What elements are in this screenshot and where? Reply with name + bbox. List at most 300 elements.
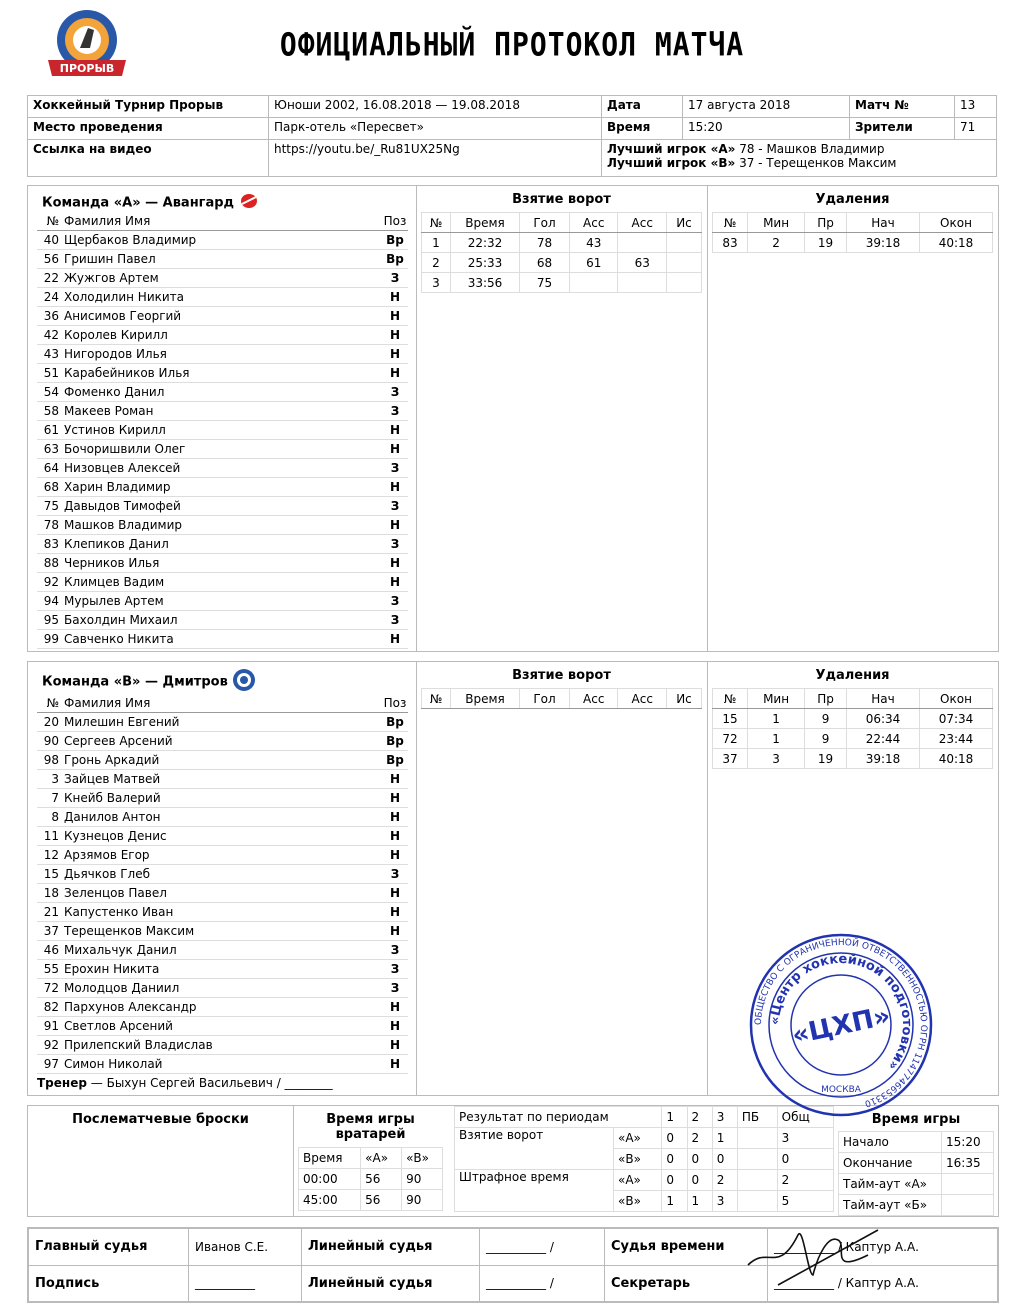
table-cell: 56 bbox=[361, 1169, 402, 1190]
match-value: 13 bbox=[955, 96, 997, 118]
table-cell: 19 bbox=[805, 233, 847, 253]
player-position: Вр bbox=[382, 751, 408, 770]
res-cell: 2 bbox=[712, 1170, 737, 1191]
player-name: Макеев Роман bbox=[64, 402, 382, 421]
player-position: Н bbox=[382, 554, 408, 573]
table-cell: 22:32 bbox=[451, 233, 520, 253]
res-cell: 1 bbox=[687, 1191, 712, 1212]
match-summary bbox=[27, 1105, 999, 1217]
player-row bbox=[37, 1036, 408, 1055]
table-cell: 22:44 bbox=[847, 729, 920, 749]
table-cell: 3 bbox=[748, 749, 805, 769]
coach-value: — Быхун Сергей Васильевич / ________ bbox=[90, 1076, 333, 1090]
time-label: Время bbox=[602, 118, 683, 140]
player-number: 3 bbox=[37, 770, 64, 789]
table-cell: 72 bbox=[713, 729, 748, 749]
video-label: Ссылка на видео bbox=[28, 140, 269, 177]
player-row bbox=[37, 611, 408, 630]
res-pen-label: Штрафное время bbox=[455, 1170, 614, 1212]
table-cell: 90 bbox=[402, 1190, 443, 1211]
player-number: 15 bbox=[37, 865, 64, 884]
player-name: Королев Кирилл bbox=[64, 326, 382, 345]
table-cell: 45:00 bbox=[299, 1190, 361, 1211]
player-position: З bbox=[382, 979, 408, 998]
player-name: Сергеев Арсений bbox=[64, 732, 382, 751]
player-row bbox=[37, 231, 408, 250]
res-title: Результат по периодам bbox=[455, 1107, 662, 1128]
table-cell bbox=[618, 273, 667, 293]
col-num: № bbox=[37, 212, 64, 231]
player-name: Симон Николай bbox=[64, 1055, 382, 1074]
player-number: 54 bbox=[37, 383, 64, 402]
table-cell: 00:00 bbox=[299, 1169, 361, 1190]
p-col-num: № bbox=[713, 213, 748, 233]
player-number: 75 bbox=[37, 497, 64, 516]
player-name: Фоменко Данил bbox=[64, 383, 382, 402]
res-cell: 1 bbox=[662, 1191, 687, 1212]
col-num: № bbox=[37, 694, 64, 713]
team-a-pen-title: Удаления bbox=[815, 192, 890, 207]
player-row bbox=[37, 789, 408, 808]
table-cell: 25:33 bbox=[451, 253, 520, 273]
player-position: Вр bbox=[382, 250, 408, 269]
p-col-min: Мин bbox=[748, 689, 805, 709]
player-row bbox=[37, 592, 408, 611]
player-name: Анисимов Георгий bbox=[64, 307, 382, 326]
player-number: 18 bbox=[37, 884, 64, 903]
g-col-goal: Гол bbox=[520, 213, 570, 233]
player-position: Н bbox=[382, 770, 408, 789]
player-row bbox=[37, 554, 408, 573]
end-value: 16:35 bbox=[942, 1153, 994, 1174]
player-row bbox=[37, 922, 408, 941]
g-col-ass1: Асс bbox=[569, 689, 618, 709]
player-number: 78 bbox=[37, 516, 64, 535]
player-number: 24 bbox=[37, 288, 64, 307]
player-number: 94 bbox=[37, 592, 64, 611]
table-cell: 07:34 bbox=[920, 709, 993, 729]
coach-label: Тренер bbox=[37, 1076, 87, 1090]
line1-label: Линейный судья bbox=[302, 1229, 480, 1266]
venue-value: Парк-отель «Пересвет» bbox=[269, 118, 602, 140]
player-number: 72 bbox=[37, 979, 64, 998]
player-position: Н bbox=[382, 516, 408, 535]
table-cell: 1 bbox=[748, 709, 805, 729]
player-number: 40 bbox=[37, 231, 64, 250]
player-row bbox=[37, 516, 408, 535]
timeout-a-label: Тайм-аут «А» bbox=[839, 1174, 942, 1195]
line1-value: __________ / bbox=[480, 1229, 605, 1266]
time-value: 15:20 bbox=[683, 118, 850, 140]
player-name: Карабейников Илья bbox=[64, 364, 382, 383]
player-name: Ерохин Никита bbox=[64, 960, 382, 979]
video-link[interactable]: https://youtu.be/_Ru81UX25Ng bbox=[269, 140, 602, 177]
player-name: Зеленцов Павел bbox=[64, 884, 382, 903]
player-number: 91 bbox=[37, 1017, 64, 1036]
player-name: Капустенко Иван bbox=[64, 903, 382, 922]
player-name: Мурылев Артем bbox=[64, 592, 382, 611]
res-cell: 0 bbox=[662, 1149, 687, 1170]
player-number: 21 bbox=[37, 903, 64, 922]
stamp-seal bbox=[748, 932, 934, 1118]
p-col-start: Нач bbox=[847, 689, 920, 709]
timeout-b-value bbox=[942, 1195, 994, 1216]
period-results-table bbox=[454, 1106, 834, 1212]
player-name: Светлов Арсений bbox=[64, 1017, 382, 1036]
player-number: 88 bbox=[37, 554, 64, 573]
player-position: Н bbox=[382, 903, 408, 922]
gametime-table bbox=[838, 1131, 994, 1216]
table-cell: 1 bbox=[748, 729, 805, 749]
table-row bbox=[299, 1169, 443, 1190]
player-number: 37 bbox=[37, 922, 64, 941]
player-name: Пархунов Александр bbox=[64, 998, 382, 1017]
player-row bbox=[37, 269, 408, 288]
res-head: 2 bbox=[687, 1107, 712, 1128]
g-col-time: Время bbox=[451, 213, 520, 233]
best-b-label: Лучший игрок «В» bbox=[607, 156, 736, 170]
dmitrov-logo-icon bbox=[232, 668, 256, 696]
table-cell bbox=[618, 233, 667, 253]
sign-label: Подпись bbox=[29, 1265, 189, 1302]
team-a-roster bbox=[37, 212, 408, 649]
player-position: Н bbox=[382, 846, 408, 865]
player-position: Н bbox=[382, 421, 408, 440]
player-number: 36 bbox=[37, 307, 64, 326]
player-position: Вр bbox=[382, 713, 408, 732]
table-row bbox=[713, 233, 993, 253]
player-number: 92 bbox=[37, 573, 64, 592]
team-a-goals-col bbox=[416, 186, 708, 651]
res-cell: 0 bbox=[662, 1170, 687, 1191]
player-position: Н bbox=[382, 922, 408, 941]
table-row bbox=[713, 749, 993, 769]
player-position: Н bbox=[382, 630, 408, 649]
avangard-logo-icon bbox=[239, 192, 259, 214]
team-a-penalties-col bbox=[707, 186, 998, 651]
stamp-city: МОСКВА bbox=[821, 1085, 861, 1095]
player-position: Н bbox=[382, 1017, 408, 1036]
player-name: Жужгов Артем bbox=[64, 269, 382, 288]
player-position: Н bbox=[382, 1036, 408, 1055]
player-row bbox=[37, 884, 408, 903]
player-row bbox=[37, 960, 408, 979]
player-name: Машков Владимир bbox=[64, 516, 382, 535]
player-row bbox=[37, 903, 408, 922]
player-number: 58 bbox=[37, 402, 64, 421]
table-cell: 43 bbox=[569, 233, 618, 253]
player-row bbox=[37, 573, 408, 592]
g-col-is: Ис bbox=[667, 213, 702, 233]
player-name: Бочоришвили Олег bbox=[64, 440, 382, 459]
team-tag: «А» bbox=[614, 1128, 662, 1149]
player-position: З bbox=[382, 383, 408, 402]
player-name: Дьячков Глеб bbox=[64, 865, 382, 884]
gk-title: Время игры вратарей bbox=[326, 1112, 415, 1142]
main-ref-label: Главный судья bbox=[29, 1229, 189, 1266]
signature-icon bbox=[738, 1215, 888, 1295]
table-cell: 40:18 bbox=[920, 233, 993, 253]
player-position: Н bbox=[382, 307, 408, 326]
player-row bbox=[37, 998, 408, 1017]
player-position: Н bbox=[382, 827, 408, 846]
player-row bbox=[37, 846, 408, 865]
p-col-end: Окон bbox=[920, 689, 993, 709]
table-cell: 19 bbox=[805, 749, 847, 769]
res-goals-label: Взятие ворот bbox=[455, 1128, 614, 1170]
col-name: Фамилия Имя bbox=[64, 694, 382, 713]
player-row bbox=[37, 383, 408, 402]
date-value: 17 августа 2018 bbox=[683, 96, 850, 118]
stamp-ring-inner: «Центр хоккейной подготовки» bbox=[767, 951, 915, 1073]
timeout-a-value bbox=[942, 1174, 994, 1195]
team-b-goals-title: Взятие ворот bbox=[512, 668, 611, 683]
player-row bbox=[37, 1017, 408, 1036]
res-cell: 0 bbox=[687, 1149, 712, 1170]
player-position: Н bbox=[382, 1055, 408, 1074]
player-name: Гронь Аркадий bbox=[64, 751, 382, 770]
player-position: Н bbox=[382, 884, 408, 903]
table-cell: 40:18 bbox=[920, 749, 993, 769]
res-cell bbox=[737, 1170, 777, 1191]
stamp-ring-outer: ОБЩЕСТВО С ОГРАНИЧЕННОЙ ОТВЕТСТВЕННОСТЬЮ ОГРН 1147746653310 bbox=[753, 937, 929, 1109]
player-number: 43 bbox=[37, 345, 64, 364]
player-name: Кузнецов Денис bbox=[64, 827, 382, 846]
player-name: Молодцов Даниил bbox=[64, 979, 382, 998]
table-cell: 9 bbox=[805, 729, 847, 749]
res-cell: 0 bbox=[687, 1170, 712, 1191]
player-number: 63 bbox=[37, 440, 64, 459]
player-name: Данилов Антон bbox=[64, 808, 382, 827]
p-col-num: № bbox=[713, 689, 748, 709]
player-name: Давыдов Тимофей bbox=[64, 497, 382, 516]
gk-time-table bbox=[298, 1147, 443, 1211]
player-row bbox=[37, 713, 408, 732]
player-name: Клепиков Данил bbox=[64, 535, 382, 554]
player-row bbox=[37, 979, 408, 998]
team-b-pen-title: Удаления bbox=[815, 668, 890, 683]
res-cell: 0 bbox=[712, 1149, 737, 1170]
table-cell: 2 bbox=[748, 233, 805, 253]
player-row bbox=[37, 421, 408, 440]
res-head: Общ bbox=[777, 1107, 833, 1128]
player-position: З bbox=[382, 960, 408, 979]
res-head: 1 bbox=[662, 1107, 687, 1128]
venue-label: Место проведения bbox=[28, 118, 269, 140]
player-number: 92 bbox=[37, 1036, 64, 1055]
player-row bbox=[37, 865, 408, 884]
player-number: 68 bbox=[37, 478, 64, 497]
table-cell: 68 bbox=[520, 253, 570, 273]
spectators-label: Зрители bbox=[850, 118, 955, 140]
player-number: 56 bbox=[37, 250, 64, 269]
player-row bbox=[37, 459, 408, 478]
team-a-goals-table bbox=[421, 212, 702, 293]
team-a-pen-table bbox=[712, 212, 993, 253]
secretary-value: __________ / Каптур А.А. bbox=[768, 1265, 998, 1302]
secretary-label: Секретарь bbox=[605, 1265, 768, 1302]
player-name: Зайцев Матвей bbox=[64, 770, 382, 789]
player-position: З bbox=[382, 535, 408, 554]
gk-head: «В» bbox=[402, 1148, 443, 1169]
res-cell: 3 bbox=[777, 1128, 833, 1149]
player-row bbox=[37, 440, 408, 459]
table-row bbox=[422, 233, 702, 253]
gametime-title: Время игры bbox=[871, 1112, 961, 1127]
table-cell: 83 bbox=[713, 233, 748, 253]
player-number: 97 bbox=[37, 1055, 64, 1074]
page-title: ОФИЦИАЛЬНЫЙ ПРОТОКОЛ МАТЧА bbox=[279, 25, 745, 64]
player-row bbox=[37, 326, 408, 345]
player-row bbox=[37, 307, 408, 326]
timeout-b-label: Тайм-аут «Б» bbox=[839, 1195, 942, 1216]
player-row bbox=[37, 1055, 408, 1074]
player-name: Кнейб Валерий bbox=[64, 789, 382, 808]
res-head: 3 bbox=[712, 1107, 737, 1128]
g-col-ass2: Асс bbox=[618, 213, 667, 233]
player-position: Н bbox=[382, 573, 408, 592]
res-cell: 0 bbox=[662, 1128, 687, 1149]
team-a-goals-title: Взятие ворот bbox=[512, 192, 611, 207]
timekeeper-value: __________ / Каптур А.А. bbox=[768, 1229, 998, 1266]
table-row bbox=[713, 729, 993, 749]
player-position: Н bbox=[382, 326, 408, 345]
shootout-title: Послематчевые броски bbox=[72, 1112, 249, 1127]
best-b-value: 37 - Терещенков Максим bbox=[739, 156, 897, 170]
g-col-num: № bbox=[422, 213, 451, 233]
player-name: Черников Илья bbox=[64, 554, 382, 573]
table-cell: 2 bbox=[422, 253, 451, 273]
player-position: Вр bbox=[382, 732, 408, 751]
player-name: Холодилин Никита bbox=[64, 288, 382, 307]
player-number: 55 bbox=[37, 960, 64, 979]
player-row bbox=[37, 630, 408, 649]
best-a-label: Лучший игрок «А» bbox=[607, 142, 736, 156]
player-name: Низовцев Алексей bbox=[64, 459, 382, 478]
player-number: 12 bbox=[37, 846, 64, 865]
match-info-table bbox=[27, 95, 997, 177]
player-position: Н bbox=[382, 789, 408, 808]
res-cell: 5 bbox=[777, 1191, 833, 1212]
player-position: Н bbox=[382, 288, 408, 307]
player-row bbox=[37, 751, 408, 770]
table-row bbox=[422, 253, 702, 273]
player-row bbox=[37, 345, 408, 364]
team-tag: «В» bbox=[614, 1149, 662, 1170]
player-name: Нигородов Илья bbox=[64, 345, 382, 364]
p-col-pr: Пр bbox=[805, 213, 847, 233]
player-number: 22 bbox=[37, 269, 64, 288]
player-position: Н bbox=[382, 998, 408, 1017]
line2-label: Линейный судья bbox=[302, 1265, 480, 1302]
team-b-roster-col bbox=[28, 662, 417, 1095]
table-cell bbox=[667, 233, 702, 253]
player-name: Милешин Евгений bbox=[64, 713, 382, 732]
main-ref-value: Иванов С.Е. bbox=[189, 1229, 302, 1266]
player-row bbox=[37, 250, 408, 269]
player-number: 98 bbox=[37, 751, 64, 770]
team-a-block bbox=[27, 185, 999, 652]
player-number: 90 bbox=[37, 732, 64, 751]
table-cell: 61 bbox=[569, 253, 618, 273]
p-col-end: Окон bbox=[920, 213, 993, 233]
player-row bbox=[37, 827, 408, 846]
player-row bbox=[37, 535, 408, 554]
team-b-pen-table bbox=[712, 688, 993, 769]
g-col-ass2: Асс bbox=[618, 689, 667, 709]
table-cell: 37 bbox=[713, 749, 748, 769]
p-col-pr: Пр bbox=[805, 689, 847, 709]
date-label: Дата bbox=[602, 96, 683, 118]
player-position: З bbox=[382, 459, 408, 478]
col-pos: Поз bbox=[382, 694, 408, 713]
gk-head-row bbox=[299, 1148, 443, 1169]
player-position: З bbox=[382, 497, 408, 516]
col-name: Фамилия Имя bbox=[64, 212, 382, 231]
player-position: З bbox=[382, 269, 408, 288]
player-name: Гришин Павел bbox=[64, 250, 382, 269]
table-cell: 23:44 bbox=[920, 729, 993, 749]
player-row bbox=[37, 808, 408, 827]
table-cell: 33:56 bbox=[451, 273, 520, 293]
player-name: Харин Владимир bbox=[64, 478, 382, 497]
best-a-value: 78 - Машков Владимир bbox=[739, 142, 885, 156]
team-a-title: Команда «А» — Авангард bbox=[42, 195, 235, 211]
player-row bbox=[37, 732, 408, 751]
table-cell: 06:34 bbox=[847, 709, 920, 729]
table-cell bbox=[667, 253, 702, 273]
match-label: Матч № bbox=[850, 96, 955, 118]
player-position: Н bbox=[382, 345, 408, 364]
res-cell bbox=[737, 1191, 777, 1212]
team-tag: «В» bbox=[614, 1191, 662, 1212]
tournament-value: Юноши 2002, 16.08.2018 — 19.08.2018 bbox=[269, 96, 602, 118]
g-col-num: № bbox=[422, 689, 451, 709]
table-cell: 63 bbox=[618, 253, 667, 273]
player-number: 82 bbox=[37, 998, 64, 1017]
player-position: Н bbox=[382, 364, 408, 383]
player-number: 7 bbox=[37, 789, 64, 808]
gk-head: «А» bbox=[361, 1148, 402, 1169]
team-a-roster-col bbox=[28, 186, 417, 651]
table-cell bbox=[667, 273, 702, 293]
player-position: З bbox=[382, 592, 408, 611]
player-row bbox=[37, 288, 408, 307]
table-cell: 90 bbox=[402, 1169, 443, 1190]
table-cell: 78 bbox=[520, 233, 570, 253]
res-cell: 1 bbox=[712, 1128, 737, 1149]
player-row bbox=[37, 402, 408, 421]
col-pos: Поз bbox=[382, 212, 408, 231]
end-label: Окончание bbox=[839, 1153, 942, 1174]
team-b-roster bbox=[37, 694, 408, 1092]
player-number: 46 bbox=[37, 941, 64, 960]
table-row bbox=[299, 1190, 443, 1211]
player-name: Щербаков Владимир bbox=[64, 231, 382, 250]
g-col-time: Время bbox=[451, 689, 520, 709]
start-label: Начало bbox=[839, 1132, 942, 1153]
player-position: Вр bbox=[382, 231, 408, 250]
logo-text: ПРОРЫВ bbox=[59, 62, 115, 75]
player-name: Терещенков Максим bbox=[64, 922, 382, 941]
player-position: Н bbox=[382, 440, 408, 459]
player-name: Савченко Никита bbox=[64, 630, 382, 649]
p-col-start: Нач bbox=[847, 213, 920, 233]
player-name: Прилепский Владислав bbox=[64, 1036, 382, 1055]
team-tag: «А» bbox=[614, 1170, 662, 1191]
player-position: Н bbox=[382, 808, 408, 827]
player-number: 42 bbox=[37, 326, 64, 345]
